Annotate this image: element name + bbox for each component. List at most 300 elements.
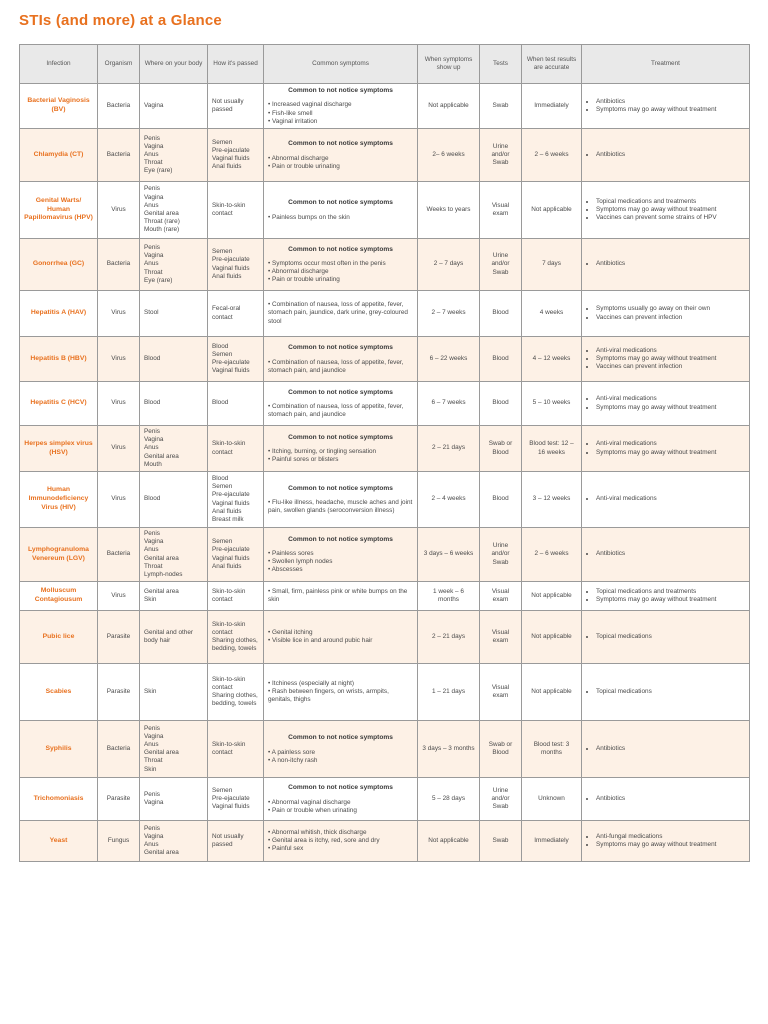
symptom-item: • Painless bumps on the skin: [268, 213, 350, 221]
table-row: [20, 182, 750, 239]
treatment: [582, 291, 750, 337]
onset-time: Not applicable: [418, 84, 480, 129]
treatment-list: [586, 260, 745, 268]
symptom-item: • Itchiness (especially at night): [268, 679, 355, 687]
onset-time: 5 – 28 days: [418, 778, 480, 821]
body-location-item: Stool: [144, 309, 159, 317]
accuracy-time: 5 – 10 weeks: [522, 382, 582, 426]
symptom-item: • Itching, burning, or tingling sensation: [268, 448, 377, 456]
treatment-item: • Antibiotics: [596, 151, 745, 159]
sti-table: [19, 44, 750, 862]
organism: Bacteria: [98, 129, 140, 182]
table-row: [20, 821, 750, 862]
body-location-item: Genital area: [144, 452, 179, 460]
transmission-item: Not usually passed: [212, 832, 244, 849]
table-row: [20, 426, 750, 472]
body-location: [140, 337, 208, 382]
accuracy-time: 2 – 6 weeks: [522, 129, 582, 182]
body-location-item: Anus: [144, 444, 159, 452]
transmission-item: Blood: [212, 399, 229, 407]
table-row: [20, 472, 750, 528]
table-body: [20, 84, 750, 862]
symptom-note: Common to not notice symptoms: [288, 199, 393, 207]
symptom-note: Common to not notice symptoms: [288, 344, 393, 352]
transmission: [208, 291, 264, 337]
symptom-item: • Swollen lymph nodes: [268, 558, 333, 566]
symptom-item: • Combination of nausea, loss of appetite, fever, stomach pain, jaundice, dark urine, grey-coloured stool: [268, 301, 408, 325]
page-title: STIs (and more) at a Glance: [19, 12, 222, 29]
treatment-item: • Antibiotics: [596, 550, 745, 558]
body-location-item: Anus: [144, 260, 159, 268]
symptoms: [264, 611, 418, 664]
organism: Parasite: [98, 664, 140, 721]
body-location-item: Genital area: [144, 210, 179, 217]
treatment-item: • Symptoms may go away without treatment: [596, 355, 745, 363]
treatment-item: • Symptoms may go away without treatment: [596, 404, 745, 412]
symptoms: [264, 291, 418, 337]
transmission-item: Pre-ejaculate: [212, 491, 250, 499]
body-location-item: Anus: [144, 201, 159, 209]
symptoms: [264, 239, 418, 291]
body-location: [140, 611, 208, 664]
transmission-item: Blood: [212, 474, 229, 482]
treatment-item: • Vaccines can prevent infection: [596, 314, 745, 322]
body-location-item: Penis: [144, 428, 160, 436]
body-location: [140, 721, 208, 778]
body-location-item: Vagina: [144, 799, 164, 807]
body-location: [140, 582, 208, 611]
symptom-item: • Combination of nausea, loss of appetite, fever, stomach pain, and jaundice: [268, 403, 404, 419]
body-location-item: Vagina: [144, 436, 164, 444]
body-location: [140, 664, 208, 721]
infection-name: Chlamydia (CT): [20, 129, 98, 182]
transmission-item: Skin-to-skin contact: [212, 201, 246, 217]
treatment-item: • Topical medications and treatments: [596, 198, 745, 206]
transmission-item: Vaginal fluids: [212, 155, 250, 162]
treatment-list: [586, 98, 745, 114]
accuracy-time: Unknown: [522, 778, 582, 821]
transmission-item: Skin-to-skin contact: [212, 620, 246, 636]
symptom-item: • Flu-like illness, headache, muscle aches and joint pain, swollen glands (seroconversion illness): [268, 499, 413, 515]
transmission: [208, 611, 264, 664]
treatment-list: [586, 550, 745, 558]
treatment: [582, 239, 750, 291]
body-location-item: Anus: [144, 841, 159, 849]
organism: Bacteria: [98, 84, 140, 129]
header-accurate: When test results are accurate: [522, 45, 582, 84]
symptom-item: • Increased vaginal discharge: [268, 101, 352, 109]
header-where: Where on your body: [140, 45, 208, 84]
body-location-item: Penis: [144, 824, 160, 832]
infection-name: Scabies: [20, 664, 98, 721]
body-location-item: Genital area: [144, 587, 179, 595]
symptom-item: • Fish-like smell: [268, 109, 313, 117]
transmission-item: Pre-ejaculate: [212, 359, 250, 366]
table-row: [20, 84, 750, 129]
body-location-item: Throat: [144, 159, 163, 167]
onset-time: 3 days – 6 weeks: [418, 528, 480, 582]
body-location: [140, 291, 208, 337]
test-method: Blood: [480, 337, 522, 382]
body-location-item: Skin: [144, 596, 157, 604]
test-method: Urine and/or Swab: [480, 778, 522, 821]
onset-time: 6 – 22 weeks: [418, 337, 480, 382]
treatment: [582, 721, 750, 778]
treatment-item: • Topical medications: [596, 688, 745, 696]
transmission-item: Semen: [212, 483, 233, 491]
symptom-item: • Genital area is itchy, red, sore and dry: [268, 837, 380, 845]
infection-name: Herpes simplex virus (HSV): [20, 426, 98, 472]
body-location-item: Throat (rare): [144, 218, 180, 226]
test-method: Visual exam: [480, 182, 522, 239]
treatment-list: [586, 151, 745, 159]
treatment-item: • Vaccines can prevent infection: [596, 363, 745, 371]
symptoms: [264, 426, 418, 472]
treatment-list: [586, 688, 745, 696]
infection-name: Trichomoniasis: [20, 778, 98, 821]
onset-time: 2– 6 weeks: [418, 129, 480, 182]
transmission-item: Semen: [212, 248, 233, 256]
treatment: [582, 778, 750, 821]
table-row: [20, 778, 750, 821]
body-location-item: Skin: [144, 688, 157, 696]
transmission-item: Pre-ejaculate: [212, 546, 250, 554]
treatment-item: • Symptoms may go away without treatment: [596, 596, 745, 604]
transmission-item: Breast milk: [212, 515, 244, 523]
infection-name: Bacterial Vaginosis (BV): [20, 84, 98, 129]
treatment: [582, 611, 750, 664]
transmission-item: Semen: [212, 350, 233, 358]
infection-name: Hepatitis A (HAV): [20, 291, 98, 337]
table-row: [20, 291, 750, 337]
treatment: [582, 582, 750, 611]
transmission-item: Not usually passed: [212, 97, 244, 113]
transmission: [208, 426, 264, 472]
treatment-item: • Symptoms may go away without treatment: [596, 449, 745, 457]
body-location-item: Mouth (rare): [144, 226, 180, 234]
test-method: Visual exam: [480, 611, 522, 664]
treatment-item: • Anti-viral medications: [596, 495, 745, 503]
body-location-item: Penis: [144, 530, 160, 537]
onset-time: 1 week – 6 months: [418, 582, 480, 611]
accuracy-time: 7 days: [522, 239, 582, 291]
test-method: Visual exam: [480, 582, 522, 611]
body-location-item: Mouth: [144, 460, 162, 468]
test-method: Visual exam: [480, 664, 522, 721]
symptoms: [264, 821, 418, 862]
symptom-note: Common to not notice symptoms: [288, 388, 393, 396]
onset-time: 2 – 4 weeks: [418, 472, 480, 528]
test-method: Swab or Blood: [480, 426, 522, 472]
body-location-item: Vagina: [144, 538, 164, 546]
onset-time: Weeks to years: [418, 182, 480, 239]
organism: Parasite: [98, 778, 140, 821]
test-method: Swab: [480, 821, 522, 862]
treatment: [582, 426, 750, 472]
transmission: [208, 778, 264, 821]
transmission: [208, 239, 264, 291]
treatment-item: • Antibiotics: [596, 260, 745, 268]
treatment-list: [586, 588, 745, 604]
symptoms: [264, 721, 418, 778]
symptom-note: Common to not notice symptoms: [288, 484, 393, 492]
treatment-list: [586, 795, 745, 803]
treatment-item: • Antibiotics: [596, 98, 745, 106]
transmission-item: Skin-to-skin contact: [212, 440, 246, 456]
treatment-list: [586, 395, 745, 411]
infection-name: Lymphogranuloma Venereum (LGV): [20, 528, 98, 582]
body-location: [140, 821, 208, 862]
body-location-item: Blood: [144, 495, 161, 503]
treatment-item: • Symptoms may go away without treatment: [596, 841, 745, 849]
transmission: [208, 129, 264, 182]
treatment: [582, 472, 750, 528]
test-method: Blood: [480, 472, 522, 528]
organism: Virus: [98, 182, 140, 239]
transmission-item: Pre-ejaculate: [212, 146, 250, 154]
body-location: [140, 382, 208, 426]
symptom-note: Common to not notice symptoms: [288, 734, 393, 742]
transmission-item: Anal fluids: [212, 562, 242, 570]
table-row: [20, 382, 750, 426]
symptom-item: • Painful sex: [268, 845, 304, 853]
accuracy-time: Not applicable: [522, 182, 582, 239]
body-location-item: Penis: [144, 724, 160, 732]
table-row: [20, 582, 750, 611]
transmission-item: Anal fluids: [212, 272, 242, 280]
organism: Bacteria: [98, 721, 140, 778]
transmission-item: Semen: [212, 786, 233, 794]
body-location-item: Blood: [144, 354, 161, 362]
organism: Virus: [98, 337, 140, 382]
symptom-item: • Vaginal irritation: [268, 117, 318, 125]
transmission-item: Vaginal fluids: [212, 499, 250, 507]
treatment-list: [586, 347, 745, 372]
symptom-note: Common to not notice symptoms: [288, 433, 393, 441]
header-symptoms: Common symptoms: [264, 45, 418, 84]
table-header-row: [20, 45, 750, 84]
table-row: [20, 337, 750, 382]
organism: Parasite: [98, 611, 140, 664]
treatment-list: [586, 305, 745, 321]
symptom-item: • Abnormal discharge: [268, 154, 329, 162]
transmission-item: Fecal-oral contact: [212, 305, 241, 321]
treatment: [582, 664, 750, 721]
transmission-item: Vaginal fluids: [212, 803, 250, 811]
body-location: [140, 84, 208, 129]
treatment: [582, 821, 750, 862]
organism: Virus: [98, 426, 140, 472]
body-location-item: Eye (rare): [144, 167, 173, 175]
header-when: When symptoms show up: [418, 45, 480, 84]
symptom-item: • Pain or trouble urinating: [268, 276, 340, 284]
treatment-item: • Anti-viral medications: [596, 347, 745, 355]
body-location-item: Penis: [144, 185, 160, 193]
organism: Fungus: [98, 821, 140, 862]
body-location-item: Vagina: [144, 832, 164, 840]
test-method: Urine and/or Swab: [480, 129, 522, 182]
transmission-item: Semen: [212, 138, 233, 146]
symptom-note: Common to not notice symptoms: [288, 140, 393, 148]
body-location-item: Genital and other body hair: [144, 628, 194, 645]
transmission-item: Skin-to-skin contact: [212, 587, 246, 604]
body-location-item: Vagina: [144, 142, 164, 150]
onset-time: Not applicable: [418, 821, 480, 862]
test-method: Swab or Blood: [480, 721, 522, 778]
transmission: [208, 582, 264, 611]
symptoms: [264, 337, 418, 382]
body-location-item: Vagina: [144, 252, 164, 260]
accuracy-time: Immediately: [522, 84, 582, 129]
body-location-item: Vagina: [144, 193, 164, 201]
symptom-item: • Abscesses: [268, 566, 303, 574]
symptom-note: Common to not notice symptoms: [288, 87, 393, 94]
transmission: [208, 182, 264, 239]
treatment: [582, 182, 750, 239]
accuracy-time: 4 weeks: [522, 291, 582, 337]
header-tests: Tests: [480, 45, 522, 84]
body-location: [140, 239, 208, 291]
symptom-item: • Painless sores: [268, 550, 314, 557]
symptom-item: • Combination of nausea, loss of appetite, fever, stomach pain, and jaundice: [268, 358, 404, 374]
body-location-item: Penis: [144, 244, 160, 252]
transmission-item: Vaginal fluids: [212, 367, 250, 375]
test-method: Blood: [480, 291, 522, 337]
body-location-item: Blood: [144, 399, 161, 407]
symptoms: [264, 382, 418, 426]
table-row: [20, 721, 750, 778]
symptom-item: • Abnormal whitish, thick discharge: [268, 828, 367, 836]
symptom-item: • Symptoms occur most often in the penis: [268, 259, 386, 267]
treatment-item: • Antibiotics: [596, 795, 745, 803]
treatment-item: • Symptoms may go away without treatment: [596, 106, 745, 114]
body-location-item: Anus: [144, 740, 159, 748]
treatment: [582, 84, 750, 129]
symptoms: [264, 778, 418, 821]
accuracy-time: 3 – 12 weeks: [522, 472, 582, 528]
accuracy-time: 4 – 12 weeks: [522, 337, 582, 382]
body-location-item: Genital area: [144, 849, 179, 857]
organism: Virus: [98, 291, 140, 337]
table-row: [20, 528, 750, 582]
onset-time: 2 – 7 weeks: [418, 291, 480, 337]
symptoms: [264, 472, 418, 528]
treatment-item: • Symptoms may go away without treatment: [596, 206, 745, 214]
symptoms: [264, 582, 418, 611]
table-row: [20, 664, 750, 721]
infection-name: Hepatitis C (HCV): [20, 382, 98, 426]
organism: Bacteria: [98, 239, 140, 291]
treatment: [582, 337, 750, 382]
body-location-item: Eye (rare): [144, 276, 173, 284]
transmission: [208, 84, 264, 129]
header-treatment: Treatment: [582, 45, 750, 84]
transmission-item: Skin-to-skin contact: [212, 740, 246, 757]
accuracy-time: Not applicable: [522, 611, 582, 664]
transmission-item: Blood: [212, 342, 229, 350]
onset-time: 2 – 21 days: [418, 426, 480, 472]
onset-time: 6 – 7 weeks: [418, 382, 480, 426]
symptom-item: • Visible lice in and around pubic hair: [268, 637, 373, 645]
infection-name: Yeast: [20, 821, 98, 862]
body-location: [140, 778, 208, 821]
organism: Bacteria: [98, 528, 140, 582]
symptom-note: Common to not notice symptoms: [288, 784, 393, 792]
table-row: [20, 611, 750, 664]
symptom-note: Common to not notice symptoms: [288, 245, 393, 253]
transmission-item: Semen: [212, 538, 233, 546]
table-row: [20, 239, 750, 291]
transmission-item: Sharing clothes, bedding, towels: [212, 692, 258, 708]
transmission-item: Anal fluids: [212, 507, 242, 515]
body-location-item: Throat: [144, 562, 163, 570]
symptom-item: • Abnormal discharge: [268, 268, 329, 276]
accuracy-time: 2 – 6 weeks: [522, 528, 582, 582]
test-method: Urine and/or Swab: [480, 528, 522, 582]
treatment-list: [586, 495, 745, 503]
transmission: [208, 664, 264, 721]
body-location-item: Skin: [144, 765, 157, 773]
infection-name: Pubic lice: [20, 611, 98, 664]
transmission-item: Sharing clothes, bedding, towels: [212, 637, 258, 653]
treatment-list: [586, 440, 745, 456]
body-location-item: Genital area: [144, 749, 179, 757]
symptom-item: • Pain or trouble when urinating: [268, 806, 357, 814]
test-method: Swab: [480, 84, 522, 129]
onset-time: 2 – 21 days: [418, 611, 480, 664]
symptom-item: • A painless sore: [268, 748, 315, 756]
infection-name: Molluscum Contagiousum: [20, 582, 98, 611]
header-passed: How it's passed: [208, 45, 264, 84]
transmission: [208, 528, 264, 582]
transmission: [208, 821, 264, 862]
table-row: [20, 129, 750, 182]
transmission: [208, 382, 264, 426]
accuracy-time: Not applicable: [522, 664, 582, 721]
body-location: [140, 182, 208, 239]
transmission-item: Pre-ejaculate: [212, 795, 250, 803]
treatment-list: [586, 198, 745, 223]
accuracy-time: Blood test: 3 months: [522, 721, 582, 778]
symptom-note: Common to not notice symptoms: [288, 535, 393, 543]
body-location-item: Throat: [144, 268, 163, 276]
test-method: Urine and/or Swab: [480, 239, 522, 291]
header-infection: Infection: [20, 45, 98, 84]
symptom-item: • Pain or trouble urinating: [268, 162, 340, 170]
body-location-item: Anus: [144, 546, 159, 554]
treatment-item: • Anti-fungal medications: [596, 833, 745, 841]
treatment-list: [586, 745, 745, 753]
symptom-item: • Abnormal vaginal discharge: [268, 798, 351, 806]
onset-time: 3 days – 3 months: [418, 721, 480, 778]
infection-name: Gonorrhea (GC): [20, 239, 98, 291]
treatment-item: • Topical medications: [596, 633, 745, 641]
symptom-item: • Painful sores or blisters: [268, 456, 339, 464]
body-location: [140, 129, 208, 182]
infection-name: Syphilis: [20, 721, 98, 778]
infection-name: Hepatitis B (HBV): [20, 337, 98, 382]
body-location: [140, 472, 208, 528]
treatment: [582, 129, 750, 182]
treatment: [582, 528, 750, 582]
body-location-item: Throat: [144, 757, 163, 765]
symptoms: [264, 84, 418, 129]
transmission-item: Vaginal fluids: [212, 264, 250, 272]
symptom-item: • Rash between fingers, on wrists, armpits, genitals, thighs: [268, 688, 389, 704]
treatment-item: • Vaccines can prevent some strains of HPV: [596, 214, 745, 222]
treatment-item: • Anti-viral medications: [596, 440, 745, 448]
transmission: [208, 337, 264, 382]
